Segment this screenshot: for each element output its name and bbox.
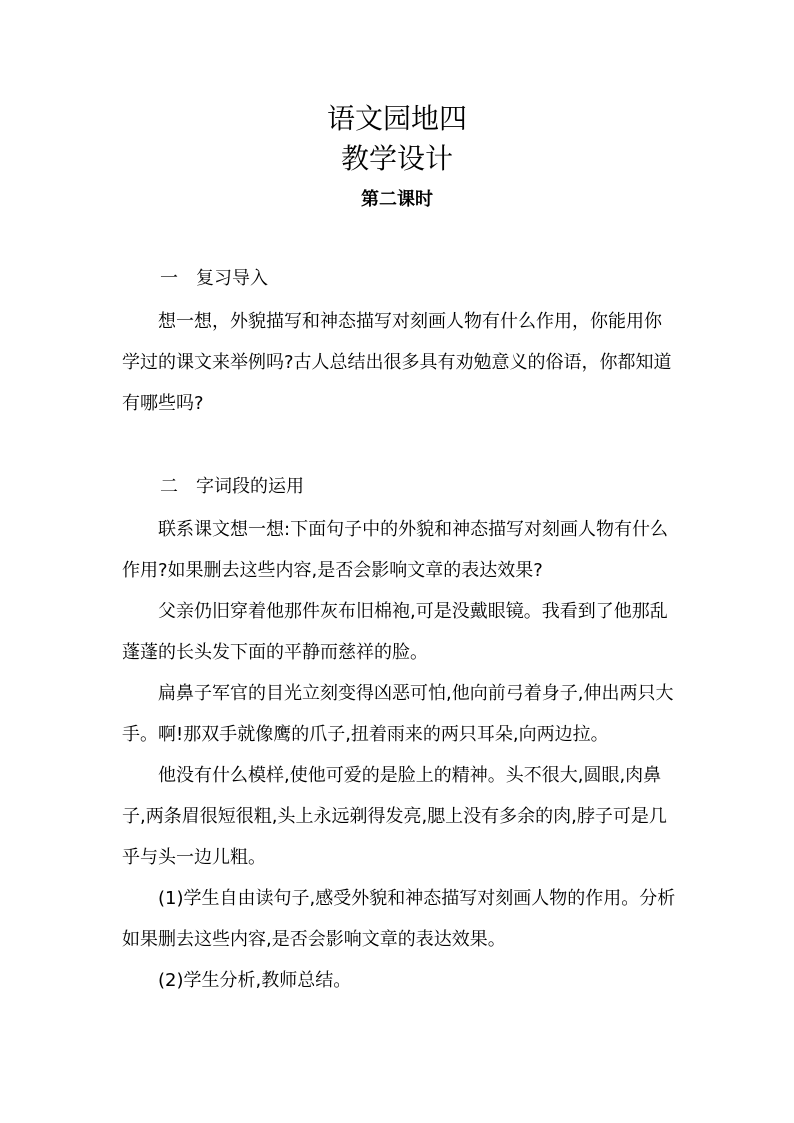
document-title: 语文园地四 bbox=[326, 102, 467, 135]
lesson-period-subtitle: 第二课时 bbox=[361, 189, 433, 210]
paragraph: 扁鼻子军官的目光立刻变得凶恶可怕,他向前弓着身子,伸出两只大手。啊!那双手就像鹰的爪子,扭着雨来的两只耳朵,向两边拉。 bbox=[122, 683, 674, 745]
paragraph: 联系课文想一想:下面句子中的外貌和神态描写对刻画人物有什么作用?如果删去这些内容,是否会影响文章的表达效果? bbox=[122, 519, 669, 581]
document-title-line2: 教学设计 bbox=[340, 142, 453, 175]
paragraph: (2)学生分析,教师总结。 bbox=[158, 970, 352, 991]
section-heading-review: 一 复习导入 bbox=[160, 268, 268, 289]
paragraph: 父亲仍旧穿着他那件灰布旧棉袍,可是没戴眼镜。我看到了他那乱蓬蓬的长头发下面的平静而慈祥的脸。 bbox=[122, 601, 668, 663]
paragraph: 想一想，外貌描写和神态描写对刻画人物有什么作用，你能用你学过的课文来举例吗?古人总结出很多具有劝勉意义的俗语，你都知道有哪些吗? bbox=[122, 311, 672, 414]
paragraph: 他没有什么模样,使他可爱的是脸上的精神。头不很大,圆眼,肉鼻子,两条眉很短很粗,头上永远剃得发亮,腮上没有多余的肉,脖子可是几乎与头一边儿粗。 bbox=[122, 765, 667, 868]
paragraph: (1)学生自由读句子,感受外貌和神态描写对刻画人物的作用。分析如果删去这些内容,是否会影响文章的表达效果。 bbox=[122, 888, 676, 950]
section-heading-usage: 二 字词段的运用 bbox=[160, 476, 304, 497]
